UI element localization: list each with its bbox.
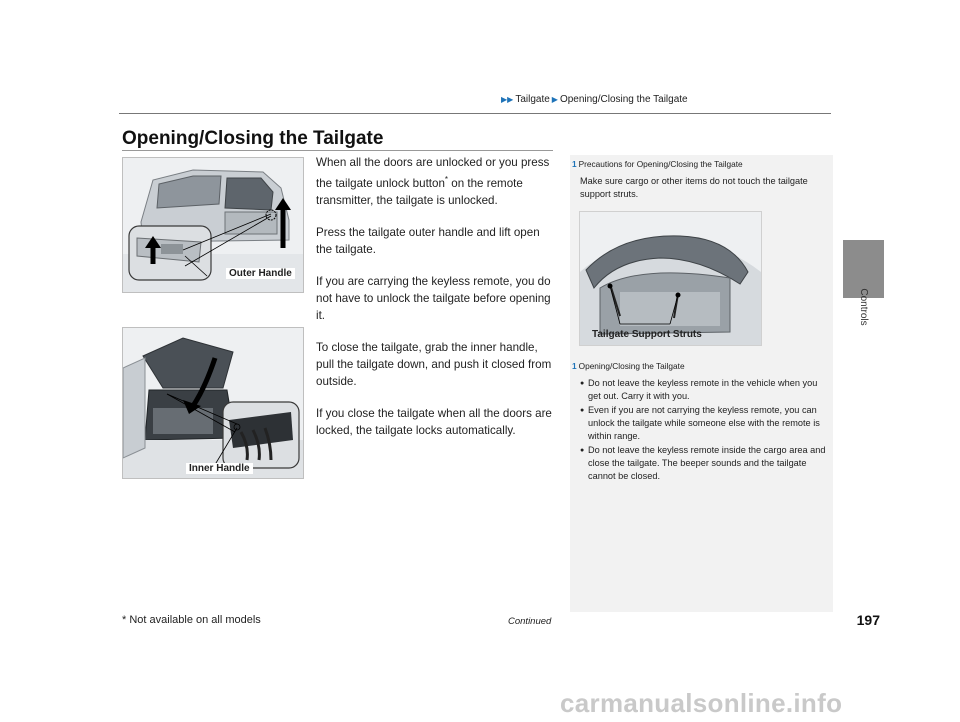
main-instructions [316, 154, 554, 454]
paragraph-auto-lock: If you close the tailgate when all the doors are locked, the tailgate locks automatically. [316, 406, 552, 437]
inner-handle-illustration [122, 327, 304, 479]
note-precautions-text: Make sure cargo or other items do not touch the tailgate support struts. [580, 176, 808, 199]
breadcrumb-item-tailgate: Tailgate [515, 94, 550, 105]
paragraph-unlock [316, 154, 554, 209]
paragraph-outer-handle: Press the tailgate outer handle and lift open the tailgate. [316, 225, 540, 256]
note-index-icon: 1 [572, 159, 577, 169]
list-item: ● Even if you are not carrying the keyless remote, you can unlock the tailgate while someone else with the remote is within range. [580, 404, 826, 443]
header-divider [119, 113, 831, 114]
paragraph-unlock-text-b: on the remote transmitter, the tailgate is unlocked. [316, 176, 523, 207]
tailgate-open-icon [580, 212, 761, 345]
outer-handle-label: Outer Handle [226, 268, 295, 279]
support-struts-illustration [579, 211, 762, 346]
paragraph-keyless: If you are carrying the keyless remote, you do not have to unlock the tailgate before opening it. [316, 274, 551, 322]
tailgate-closing-icon [123, 328, 303, 478]
list-item: ● Do not leave the keyless remote inside the cargo area and close the tailgate. The beeper sounds and the tailgate cannot be closed. [580, 444, 826, 483]
note-index-icon: 1 [572, 361, 577, 371]
inner-handle-label: Inner Handle [186, 463, 253, 474]
note-precautions-title: Precautions for Opening/Closing the Tailgate [578, 159, 743, 169]
paragraph-unlock-text-a: When all the doors are unlocked or you press the tailgate unlock button [316, 156, 550, 190]
note-opening-heading [572, 361, 685, 371]
note-opening-bullets [580, 377, 826, 484]
list-item: ● Do not leave the keyless remote in the vehicle when you get out. Carry it with you. [580, 377, 826, 403]
breadcrumb-arrow-icon: ▶▶ [501, 95, 514, 104]
footnote-marker: * [444, 175, 449, 184]
section-tab-label: Controls [858, 288, 869, 326]
page-number: 197 [856, 612, 880, 628]
support-struts-label: Tailgate Support Struts [592, 329, 702, 340]
footnote: * Not available on all models [122, 614, 261, 626]
continued-label: Continued [508, 616, 552, 627]
note-precautions-heading [572, 159, 743, 169]
page-title: Opening/Closing the Tailgate [122, 128, 384, 149]
note-opening-title: Opening/Closing the Tailgate [578, 361, 685, 371]
breadcrumb [499, 94, 688, 105]
title-divider [122, 150, 553, 151]
paragraph-close: To close the tailgate, grab the inner handle, pull the tailgate down, and push it closed from outside. [316, 340, 552, 388]
breadcrumb-item-opening-closing: Opening/Closing the Tailgate [559, 94, 688, 105]
breadcrumb-arrow-icon: ▶ [551, 95, 558, 104]
watermark-text: carmanualsonline.info [560, 688, 843, 718]
